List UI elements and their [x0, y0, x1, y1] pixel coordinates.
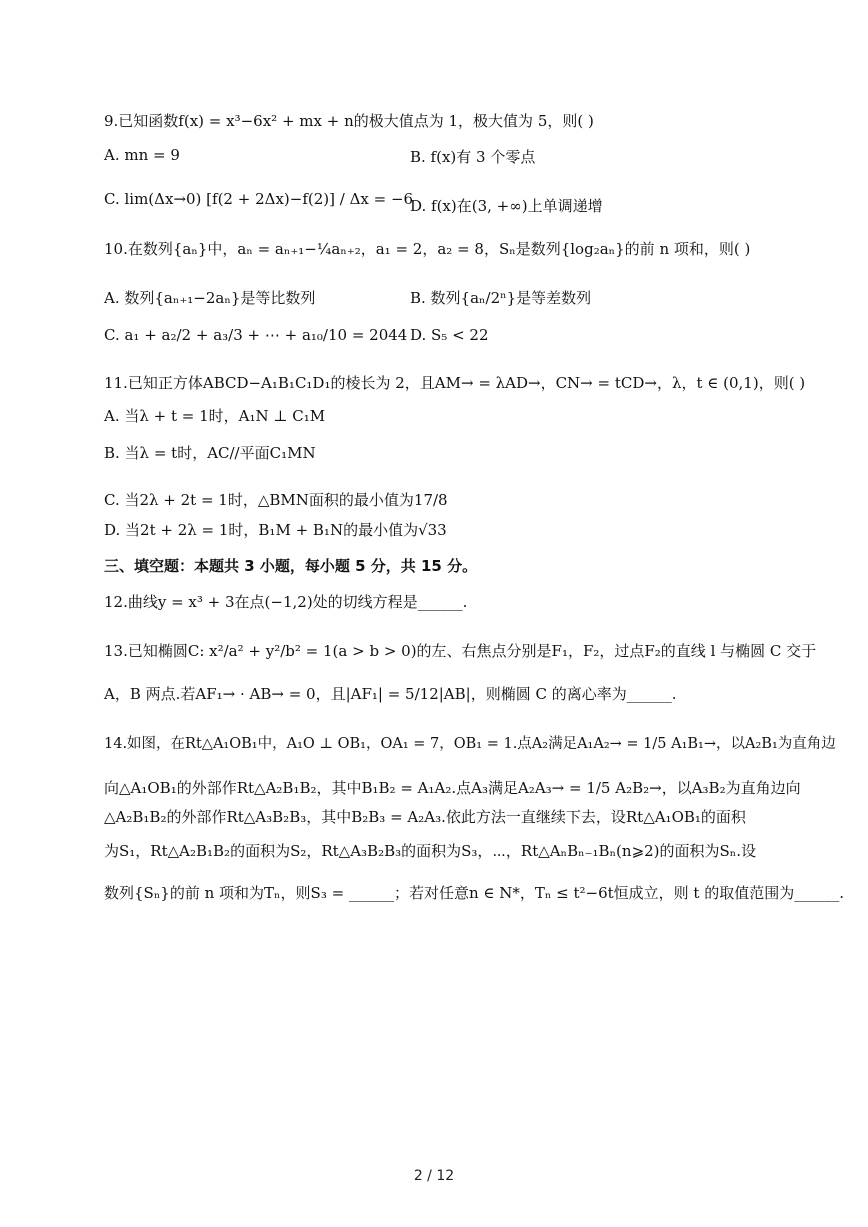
q10-option-a: A. 数列{aₙ₊₁−2aₙ}是等比数列	[104, 289, 316, 307]
q9-option-b: B. f(x)有 3 个零点	[410, 148, 536, 166]
q10-stem: 10.在数列{aₙ}中，aₙ = aₙ₊₁−¼aₙ₊₂，a₁ = 2，a₂ = 8，Sₙ是数列{log₂aₙ}的前 n 项和，则( )	[104, 240, 751, 258]
q9-option-a: A. mn = 9	[104, 146, 180, 164]
q14-line-2: 向△A₁OB₁的外部作Rt△A₂B₁B₂，其中B₁B₂ = A₁A₂.点A₃满足A₂A₃→ = 1/5 A₂B₂→，以A₃B₂为直角边向	[104, 779, 801, 797]
q10-option-b: B. 数列{aₙ/2ⁿ}是等差数列	[410, 289, 592, 307]
q11-option-a: A. 当λ + t = 1时，A₁N ⊥ C₁M	[104, 407, 326, 425]
q10-option-c: C. a₁ + a₂/2 + a₃/3 + ⋯ + a₁₀/10 = 2044	[104, 326, 408, 344]
q11-option-c: C. 当2λ + 2t = 1时，△BMN面积的最小值为17/8	[104, 491, 448, 509]
question-12: 12.曲线y = x³ + 3在点(−1,2)处的切线方程是______.	[104, 593, 468, 611]
q11-stem: 11.已知正方体ABCD−A₁B₁C₁D₁的棱长为 2，且AM→ = λAD→，CN→ = tCD→，λ，t ∈ (0,1)，则( )	[104, 374, 806, 392]
q10-option-d: D. S₅ < 22	[410, 326, 489, 344]
q9-option-c: C. lim(Δx→0) [f(2 + 2Δx)−f(2)] / Δx = −6	[104, 190, 414, 208]
q11-option-b: B. 当λ = t时，AC//平面C₁MN	[104, 444, 316, 462]
q9-option-d: D. f(x)在(3, +∞)上单调递增	[410, 197, 603, 215]
q14-line-5: 数列{Sₙ}的前 n 项和为Tₙ，则S₃ = ______；若对任意n ∈ N*，Tₙ ≤ t²−6t恒成立，则 t 的取值范围为______.	[104, 884, 844, 902]
q13-line-2: A，B 两点.若AF₁→ · AB→ = 0，且|AF₁| = 5/12|AB|，则椭圆 C 的离心率为______.	[104, 685, 677, 703]
q13-line-1: 13.已知椭圆C: x²/a² + y²/b² = 1(a > b > 0)的左、右焦点分别是F₁，F₂，过点F₂的直线 l 与椭圆 C 交于	[104, 642, 817, 660]
page-number: 2 / 12	[413, 1168, 455, 1184]
section-heading-fill-in: 三、填空题：本题共 3 小题，每小题 5 分，共 15 分。	[104, 557, 478, 575]
q14-line-1: 14.如图，在Rt△A₁OB₁中，A₁O ⊥ OB₁，OA₁ = 7，OB₁ = 1.点A₂满足A₁A₂→ = 1/5 A₁B₁→，以A₂B₁为直角边	[104, 736, 836, 752]
q14-line-4: 为S₁，Rt△A₂B₁B₂的面积为S₂，Rt△A₃B₂B₃的面积为S₃，⋯，Rt△AₙBₙ₋₁Bₙ(n⩾2)的面积为Sₙ.设	[104, 842, 757, 860]
q9-stem: 9.已知函数f(x) = x³−6x² + mx + n的极大值点为 1，极大值为 5，则( )	[104, 112, 594, 130]
q11-option-d: D. 当2t + 2λ = 1时，B₁M + B₁N的最小值为√33	[104, 521, 447, 539]
q14-line-3: △A₂B₁B₂的外部作Rt△A₃B₂B₃，其中B₂B₃ = A₂A₃.依此方法一直继续下去，设Rt△A₁OB₁的面积	[104, 808, 746, 826]
